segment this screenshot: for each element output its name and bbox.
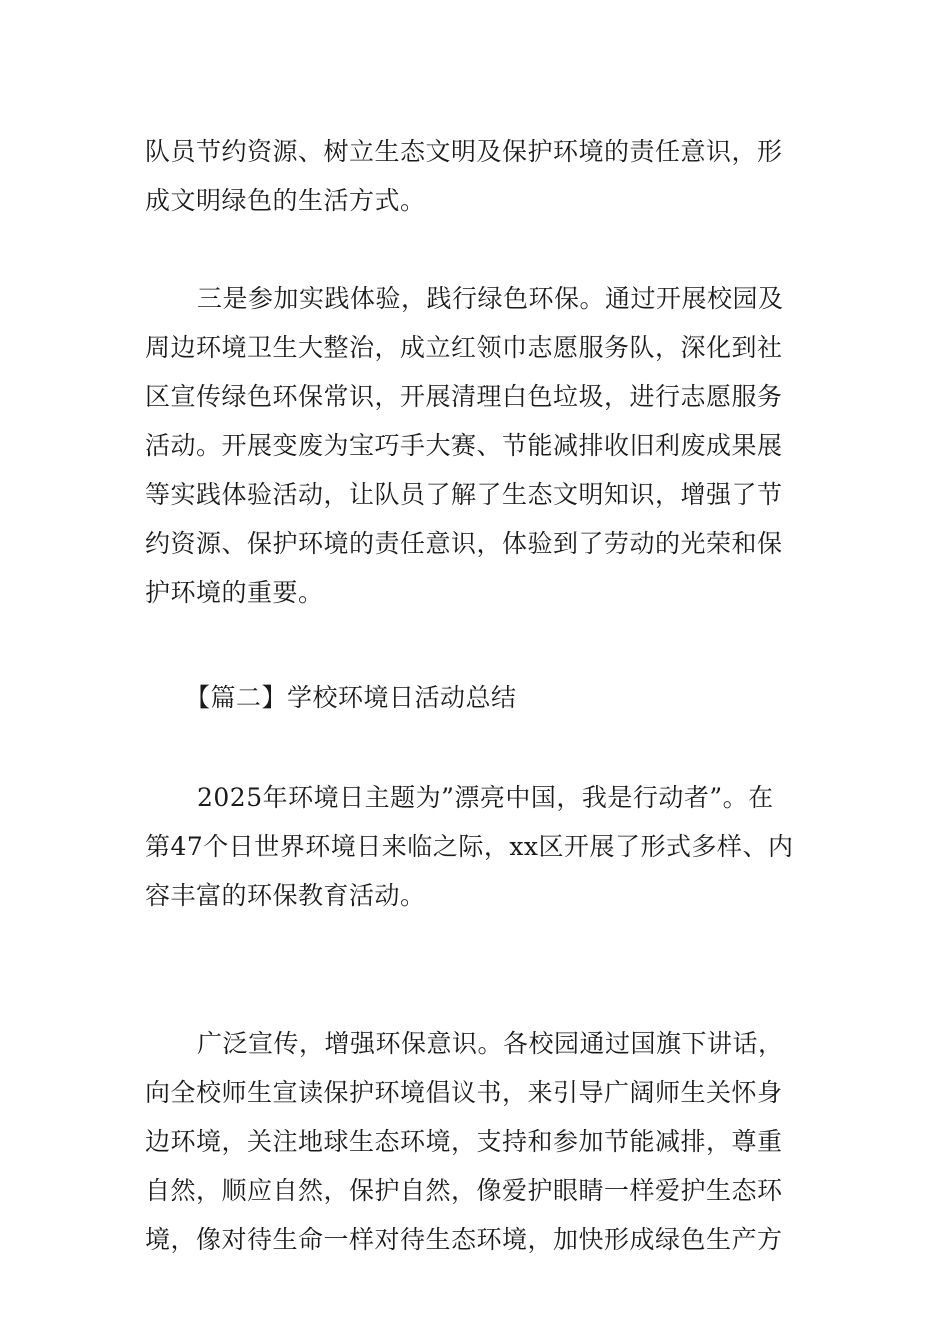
paragraph-4: [145, 1019, 810, 1264]
paragraph-3: [145, 773, 810, 920]
text-line: 成文明绿色的生活方式。: [145, 186, 426, 215]
text-line: 境，像对待生命一样对待生态环境，加快形成绿色生产方: [145, 1225, 783, 1254]
text-line: 2025年环境日主题为”漂亮中国，我是行动者”。在: [197, 783, 774, 812]
heading-text: 【篇二】学校环境日活动总结: [185, 683, 517, 712]
text-line: 约资源、保护环境的责任意识，体验到了劳动的光荣和保: [145, 529, 783, 558]
text-line: 自然，顺应自然，保护自然，像爱护眼睛一样爱护生态环: [145, 1176, 783, 1205]
section-heading: [145, 673, 810, 722]
paragraph-1: [145, 127, 810, 225]
text-line: 周边环境卫生大整治，成立红领巾志愿服务队，深化到社: [145, 333, 783, 362]
text-line: 队员节约资源、树立生态文明及保护环境的责任意识，形: [145, 137, 783, 166]
paragraph-2: [145, 274, 810, 617]
text-line: 边环境，关注地球生态环境，支持和参加节能减排，尊重: [145, 1127, 783, 1156]
text-line: 护环境的重要。: [145, 578, 324, 607]
text-line: 活动。开展变废为宝巧手大赛、节能减排收旧利废成果展: [145, 431, 783, 460]
text-line: 向全校师生宣读保护环境倡议书，来引导广阔师生关怀身: [145, 1078, 783, 1107]
text-line: 三是参加实践体验，践行绿色环保。通过开展校园及: [197, 284, 784, 313]
text-line: 等实践体验活动，让队员了解了生态文明知识，增强了节: [145, 480, 783, 509]
text-line: 区宣传绿色环保常识，开展清理白色垃圾，进行志愿服务: [145, 382, 783, 411]
text-line: 第47个日世界环境日来临之际，xx区开展了形式多样、内: [145, 832, 794, 861]
text-line: 广泛宣传，增强环保意识。各校园通过国旗下讲话，: [197, 1029, 784, 1058]
text-line: 容丰富的环保教育活动。: [145, 881, 426, 910]
